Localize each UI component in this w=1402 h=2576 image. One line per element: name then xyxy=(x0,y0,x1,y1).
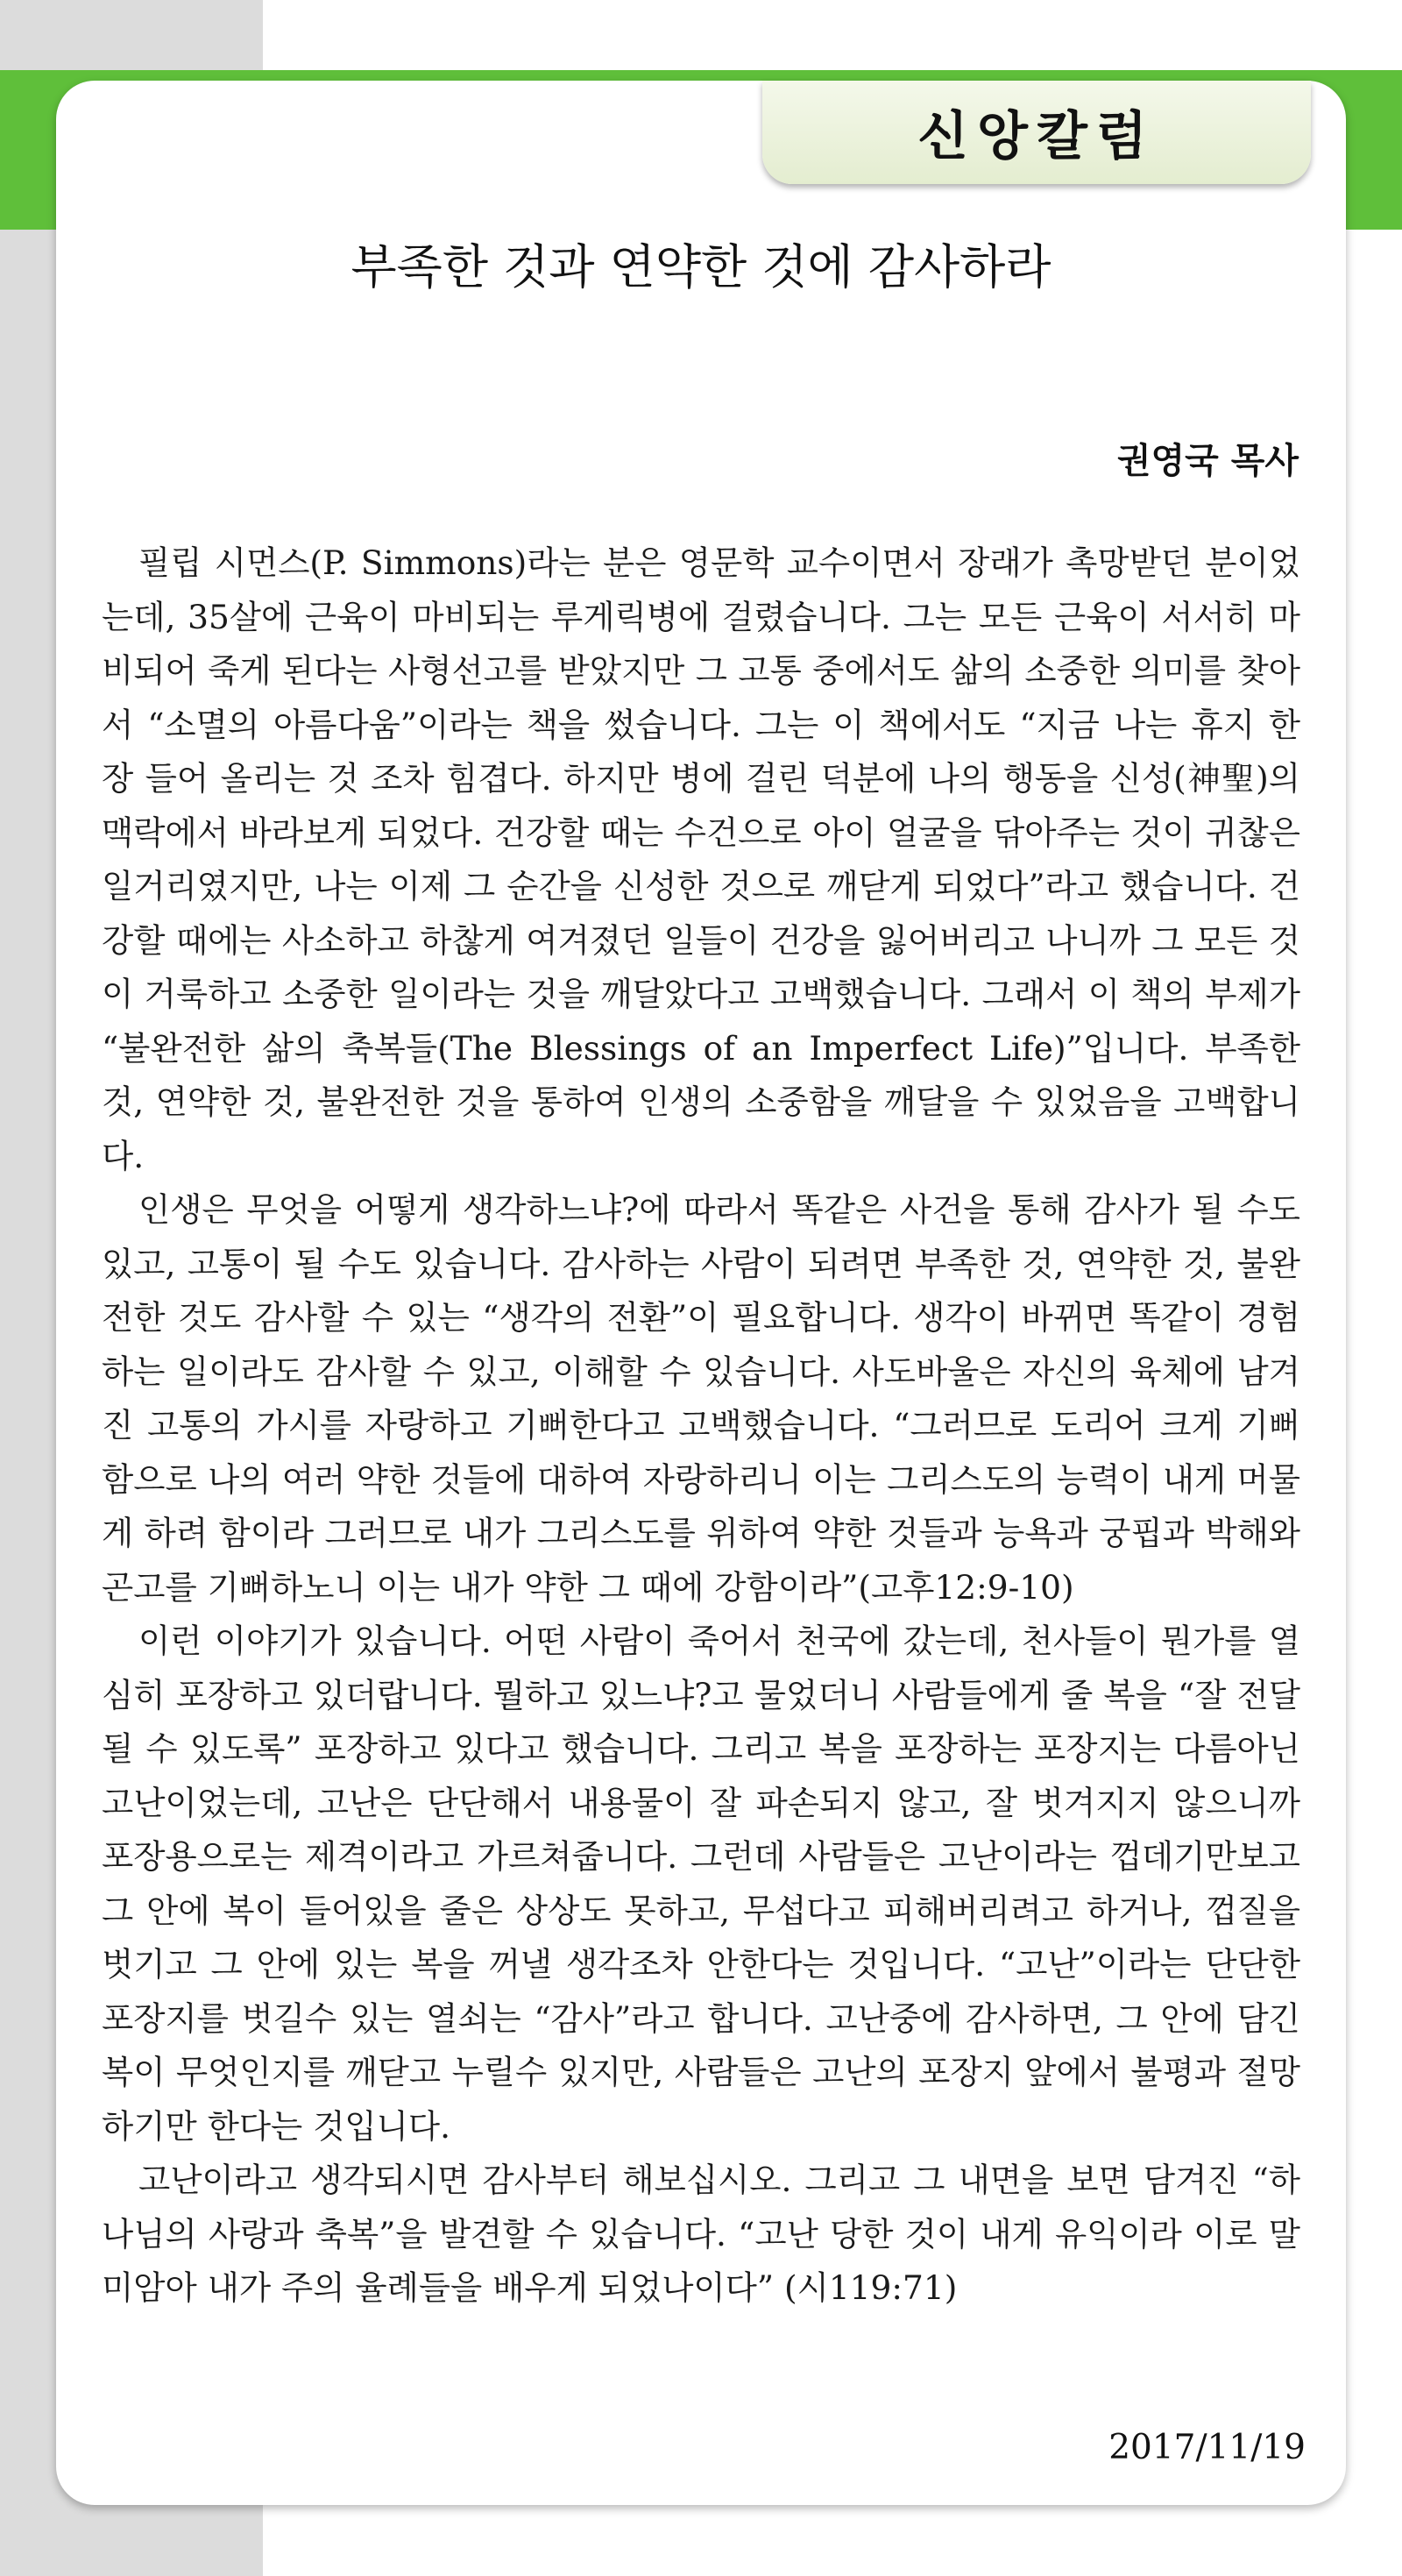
article-author: 권영국 목사 xyxy=(1116,440,1299,481)
article-paragraph: 이런 이야기가 있습니다. 어떤 사람이 죽어서 천국에 갔는데, 천사들이 뭔가를 열심히 포장하고 있더랍니다. 뭘하고 있느냐?고 물었더니 사람들에게 줄 복을 “잘 전달될 수 있도록” 포장하고 있다고 했습니다. 그리고 복을 포장하는 포장지는 다름아닌 고난이었는데, 고난은 단단해서 내용물이 잘 파손되지 않고, 잘 벗겨지지 않으니까 포장용으로는 제격이라고 가르쳐줍니다. 그런데 사람들은 고난이라는 껍데기만보고 그 안에 복이 들어있을 줄은 상상도 못하고, 무섭다고 피해버리려고 하거나, 껍질을 벗기고 그 안에 있는 복을 꺼낼 생각조차 안한다는 것입니다. “고난”이라는 단단한 포장지를 벗길수 있는 열쇠는 “감사”라고 합니다. 고난중에 감사하면, 그 안에 담긴 복이 무엇인지를 깨닫고 누릴수 있지만, 사람들은 고난의 포장지 앞에서 불평과 절망하기만 한다는 것입니다. xyxy=(102,1622,1300,2146)
article-body xyxy=(102,536,1300,2316)
article-paragraph: 필립 시먼스(P. Simmons)라는 분은 영문학 교수이면서 장래가 촉망받던 분이었는데, 35살에 근육이 마비되는 루게릭병에 걸렸습니다. 그는 모든 근육이 서서히 마비되어 죽게 된다는 사형선고를 받았지만 그 고통 중에서도 삶의 소중한 의미를 찾아서 “소멸의 아름다움”이라는 책을 썼습니다. 그는 이 책에서도 “지금 나는 휴지 한 장 들어 올리는 것 조차 힘겹다. 하지만 병에 걸린 덕분에 나의 행동을 신성(神聖)의 맥락에서 바라보게 되었다. 건강할 때는 수건으로 아이 얼굴을 닦아주는 것이 귀찮은 일거리였지만, 나는 이제 그 순간을 신성한 것으로 깨닫게 되었다”라고 했습니다. 건강할 때에는 사소하고 하찮게 여겨졌던 일들이 건강을 잃어버리고 나니까 그 모든 것이 거룩하고 소중한 일이라는 것을 깨달았다고 고백했습니다. 그래서 이 책의 부제가 “불완전한 삶의 축복들(The Blessings of an Imperfect Life)”입니다. 부족한 것, 연약한 것, 불완전한 것을 통하여 인생의 소중함을 깨달을 수 있었음을 고백합니다. xyxy=(102,543,1300,1175)
section-tab-label: 신앙칼럼 xyxy=(917,106,1156,167)
section-tab xyxy=(762,81,1311,184)
article-paragraph: 인생은 무엇을 어떻게 생각하느냐?에 따라서 똑같은 사건을 통해 감사가 될 수도 있고, 고통이 될 수도 있습니다. 감사하는 사람이 되려면 부족한 것, 연약한 것, 불완전한 것도 감사할 수 있는 “생각의 전환”이 필요합니다. 생각이 바뀌면 똑같이 경험하는 일이라도 감사할 수 있고, 이해할 수 있습니다. 사도바울은 자신의 육체에 남겨진 고통의 가시를 자랑하고 기뻐한다고 고백했습니다. “그러므로 도리어 크게 기뻐함으로 나의 여러 약한 것들에 대하여 자랑하리니 이는 그리스도의 능력이 내게 머물게 하려 함이라 그러므로 내가 그리스도를 위하여 약한 것들과 능욕과 궁핍과 박해와 곤고를 기뻐하노니 이는 내가 약한 그 때에 강함이라”(고후12:9-10) xyxy=(102,1190,1300,1607)
article-title: 부족한 것과 연약한 것에 감사하라 xyxy=(350,239,1052,295)
article-paragraph: 고난이라고 생각되시면 감사부터 해보십시오. 그리고 그 내면을 보면 담겨진 “하나님의 사랑과 축복”을 발견할 수 있습니다. “고난 당한 것이 내게 유익이라 이로 말미암아 내가 주의 율례들을 배우게 되었나이다” (시119:71) xyxy=(102,2161,1300,2307)
article-date: 2017/11/19 xyxy=(1108,2428,1306,2467)
